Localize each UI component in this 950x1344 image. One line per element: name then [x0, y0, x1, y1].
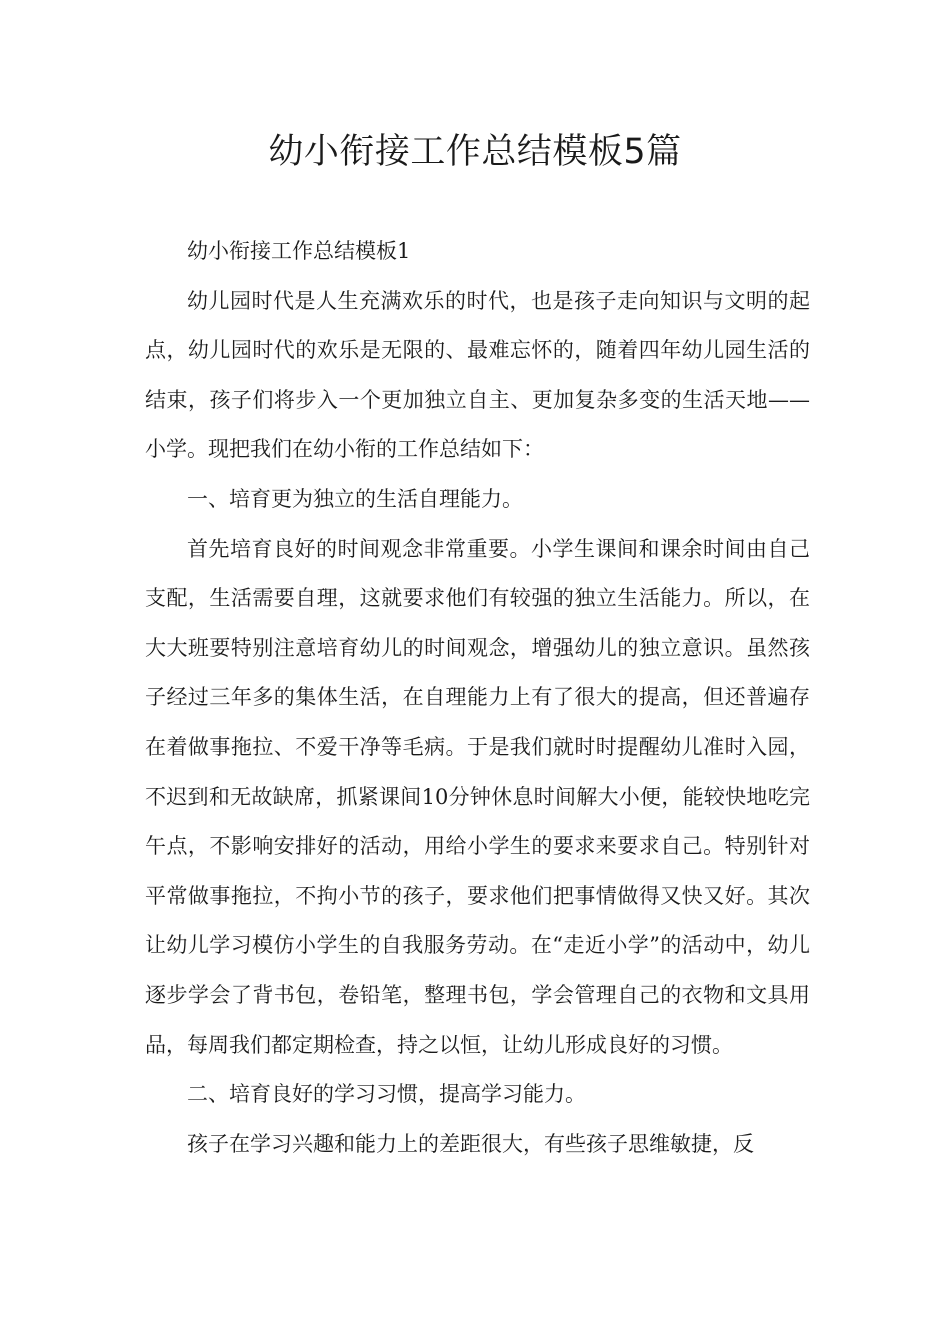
body-paragraph: 首先培育良好的时间观念非常重要。小学生课间和课余时间由自己支配，生活需要自理，这就要求他们有较强的独立生活能力。所以，在大大班要特别注意培育幼儿的时间观念，增强幼儿的独立意识。虽然孩子经过三年多的集体生活，在自理能力上有了很大的提高，但还普遍存在着做事拖拉、不爱干净等毛病。于是我们就时时提醒幼儿准时入园，不迟到和无故缺席，抓紧课间10分钟休息时间解大小便，能较快地吃完午点，不影响安排好的活动，用给小学生的要求来要求自己。特别针对平常做事拖拉，不拘小节的孩子，要求他们把事情做得又快又好。其次让幼儿学习模仿小学生的自我服务劳动。在“走近小学”的活动中，幼儿逐步学会了背书包，卷铅笔，整理书包，学会管理自己的衣物和文具用品，每周我们都定期检查，持之以恒，让幼儿形成良好的习惯。	[145, 536, 810, 1057]
body-paragraph: 幼儿园时代是人生充满欢乐的时代，也是孩子走向知识与文明的起点，幼儿园时代的欢乐是无限的、最难忘怀的，随着四年幼儿园生活的结束，孩子们将步入一个更加独立自主、更加复杂多变的生活天地——小学。现把我们在幼小衔的工作总结如下：	[145, 288, 810, 462]
section-subheading: 二、培育良好的学习习惯，提高学习能力。	[187, 1082, 586, 1107]
body-paragraph: 孩子在学习兴趣和能力上的差距很大，有些孩子思维敏捷，反	[187, 1131, 754, 1156]
document-body	[145, 227, 810, 1169]
section-heading: 幼小衔接工作总结模板1	[187, 239, 411, 263]
section-subheading: 一、培育更为独立的生活自理能力。	[187, 486, 523, 511]
document-title: 幼小衔接工作总结模板5篇	[268, 132, 682, 172]
